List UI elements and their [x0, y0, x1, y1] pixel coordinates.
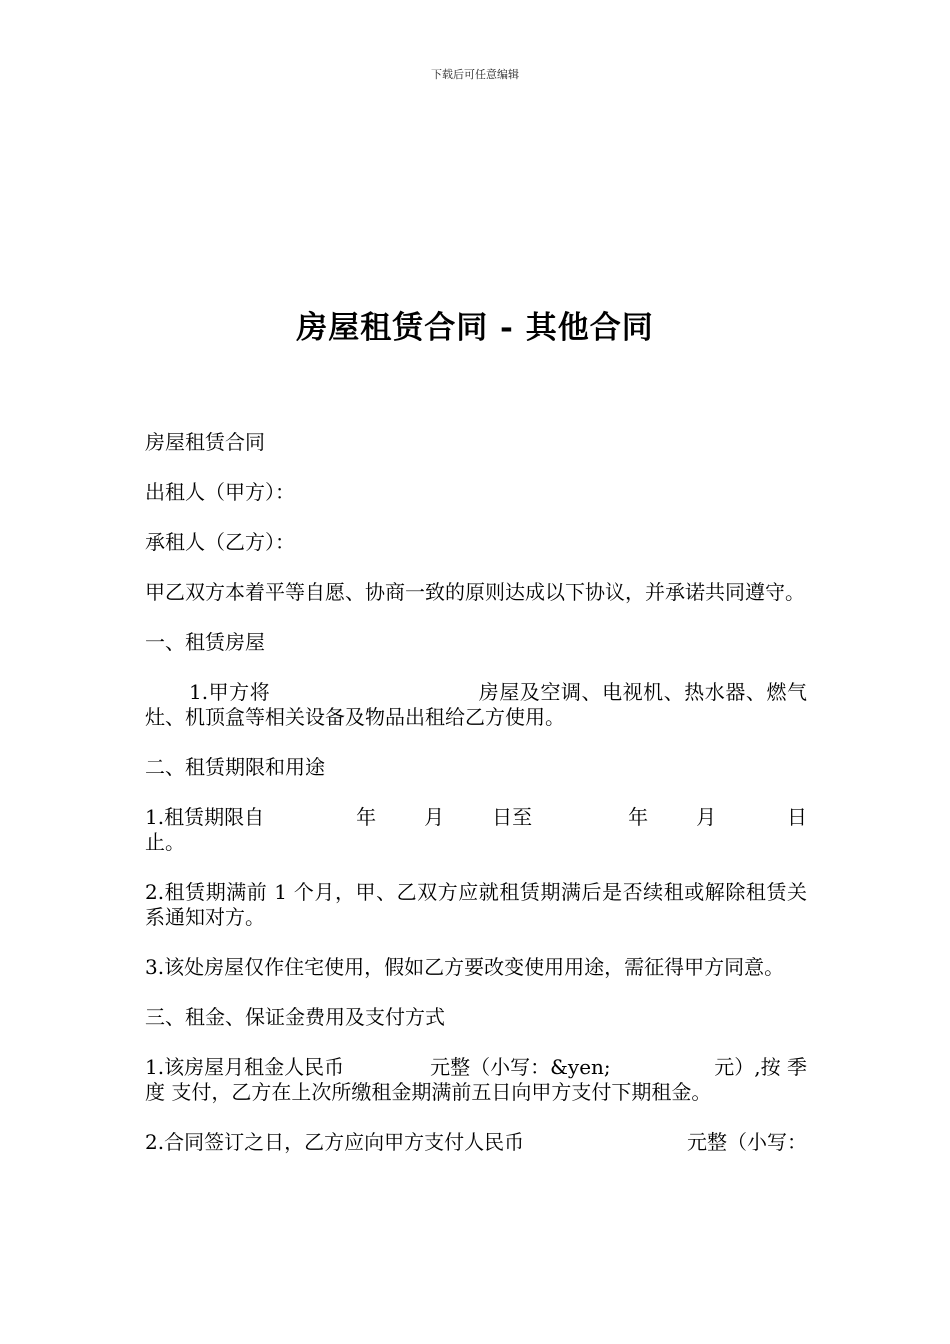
document-title: 房屋租赁合同 - 其他合同 [296, 310, 654, 346]
blank-field [264, 805, 356, 830]
clause-3-1 [145, 1055, 807, 1105]
section-1-heading: 一、租赁房屋 [145, 630, 265, 654]
clause-3-1-amount: 元整（小写：&yen; [430, 1055, 611, 1079]
document-body [145, 430, 807, 1180]
clause-3-2-start: 2.合同签订之日，乙方应向甲方支付人民币 [145, 1130, 525, 1154]
lessor-line: 出租人（甲方）： [145, 480, 295, 504]
clause-3-1-end: 度 支付，乙方在上次所缴租金期满前五日向甲方支付下期租金。 [145, 1080, 712, 1104]
contract-heading: 房屋租赁合同 [145, 430, 265, 454]
lessee-line: 承租人（乙方）： [145, 530, 295, 554]
blank-field [344, 1055, 430, 1080]
blank-field [532, 805, 628, 830]
rent-row [145, 1055, 807, 1080]
blank-field [648, 805, 696, 830]
header-note: 下载后可任意编辑 [431, 68, 519, 81]
lease-period-row [145, 805, 807, 830]
clause-2-2: 2.租赁期满前 1 个月，甲、乙双方应就租赁期满后是否续租或解除租赁关系通知对方。 [145, 880, 807, 929]
blank-field [444, 805, 492, 830]
clause-1-1-start: 1.甲方将 [189, 680, 271, 704]
clause-1-1 [145, 680, 807, 730]
deposit-row [145, 1130, 807, 1155]
clause-2-1 [145, 805, 807, 855]
blank-field [524, 1130, 600, 1155]
clause-1-1-rest: 房屋及空调、电视机、热水器、燃气灶、机顶盒等相关设备及物品出租给乙方使用。 [145, 680, 807, 729]
agreement-intro: 甲乙双方本着平等自愿、协商一致的原则达成以下协议，并承诺共同遵守。 [145, 580, 805, 604]
clause-3-2-amount: 元整（小写： [687, 1130, 807, 1154]
day-label: 日至 [492, 805, 533, 829]
clause-3-1-start: 1.该房屋月租金人民币 [145, 1055, 345, 1079]
section-3-heading: 三、租金、保证金费用及支付方式 [145, 1005, 445, 1029]
section-2-heading: 二、租赁期限和用途 [145, 755, 325, 779]
month-label: 月 [696, 805, 717, 829]
clause-2-1-start: 1.租赁期限自 [145, 805, 265, 829]
clause-3-2 [145, 1130, 807, 1155]
clause-3-1-payment: 元）,按 季 [714, 1055, 807, 1079]
blank-field [611, 1055, 681, 1080]
blank-field [376, 805, 424, 830]
year-label: 年 [628, 805, 649, 829]
year-label: 年 [356, 805, 377, 829]
clause-2-1-end: 止。 [145, 830, 185, 854]
clause-2-3: 3.该处房屋仅作住宅使用，假如乙方要改变使用用途，需征得甲方同意。 [145, 955, 785, 979]
month-label: 月 [424, 805, 445, 829]
day-label: 日 [787, 805, 807, 829]
